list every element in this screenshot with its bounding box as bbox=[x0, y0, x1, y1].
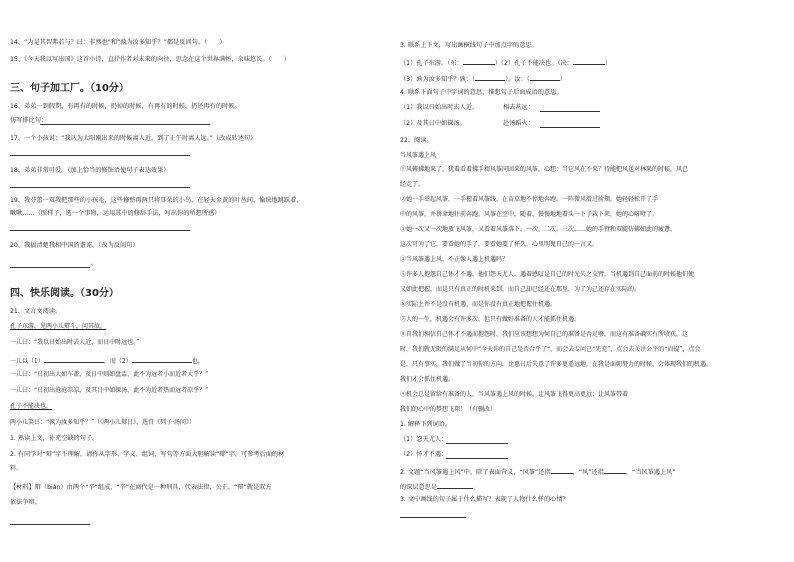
idiom-1-label: 相去甚远： bbox=[503, 104, 534, 111]
q2-part-end: 。 bbox=[473, 484, 480, 491]
question-22: 22、阅读。 bbox=[400, 137, 433, 144]
question-21: 21、文言文阅读。 bbox=[10, 308, 62, 315]
blank-feng[interactable] bbox=[604, 466, 626, 474]
answer-line-21 bbox=[10, 524, 90, 525]
blank-dong[interactable] bbox=[463, 57, 495, 65]
reading-question-2-line-2: 料。 bbox=[10, 465, 23, 472]
answer-line-19 bbox=[10, 230, 190, 231]
answer-question-1-item-2: （2）怀才不遇： bbox=[400, 451, 448, 458]
reading-question-2-line-1: 2. 有同学对“辩”字不理解，请你从字形、字义、组词、写句等方面大胆解读“辩”字，可参考后面的材 bbox=[10, 451, 285, 458]
passage-line-6: 孔子不能决也。 bbox=[10, 403, 53, 410]
blank-deep-meaning[interactable] bbox=[437, 481, 473, 489]
answer-question-1: 1. 解释下列词语。 bbox=[400, 421, 452, 428]
idiom-2-blank[interactable] bbox=[540, 127, 600, 128]
shu-label: （3）孰为汝多知乎？孰：（ bbox=[400, 76, 476, 83]
q2-part-2: ，“风”还指 bbox=[572, 469, 604, 476]
question-15: 15、《今天我以写出国》这首小诗，直抒作者对未来的向往，思念在这个世界满怀，余味悠长。（ ） bbox=[10, 56, 291, 63]
question-16-hint: 仿写排比句： bbox=[10, 117, 48, 124]
blank-ru[interactable] bbox=[530, 73, 560, 81]
passage-line-3-end: 也。 bbox=[191, 358, 204, 365]
reading-question-1: 1. 熟读上文，补充空缺的句子。 bbox=[10, 435, 99, 442]
idiom-1-blank[interactable] bbox=[540, 111, 600, 112]
question-14: 14、“为是其智弗若与？曰：非然也”和“孰为汝多知乎？”都是反问句。（ ） bbox=[10, 39, 226, 46]
answer-line-16 bbox=[40, 124, 210, 125]
passage-line-4: 一儿曰：“日初出大如车盖，及日中则如盘盂，此不为远者小而近者大乎？” bbox=[10, 371, 209, 378]
question-18: 18、弟弟非常可爱。（加上恰当的修饰语使句子表达效果） bbox=[10, 167, 170, 174]
question-19-line-2: 啾啾……（照样子，选一个事物，运用其中的修辞手法，写出你的所想所感） bbox=[10, 210, 221, 217]
blank-shu[interactable] bbox=[475, 73, 505, 81]
question-3-row-2-end: ） bbox=[559, 76, 567, 83]
blank-jue[interactable] bbox=[573, 57, 605, 65]
blank-yuantianyouren[interactable] bbox=[446, 443, 508, 444]
article-p8-line-1: ⑧自我们相信自己怀才不遇而抱怨时，我们应该想想为何自己的准备是否足够，而这有准备确实有所收获，这 bbox=[400, 331, 689, 338]
ru-label: ）。汝：（ bbox=[505, 76, 530, 83]
passage-line-7: 两小儿笑曰：“孰为汝多知乎？”（《两小儿辩日》，选自《列子·汤问》） bbox=[10, 419, 196, 426]
article-p8-line-2: 时，我们就无限的满足从何中“今天你的自己是否合乎了“，而会去专问己“先充”，点会去关注公平的“而提”，点会 bbox=[400, 346, 701, 353]
q2-part-1: 2. 文题“当风筝遇上风”中，除了表面含义，“风筝”还指 bbox=[400, 469, 551, 476]
q2-part-3: ，“当风筝遇上风” bbox=[625, 469, 676, 476]
passage-blank-2-label: ，而（2） bbox=[103, 358, 132, 365]
question-3-row-1-end: ） bbox=[604, 60, 612, 67]
section-4-title: 四、快乐阅读。（30分） bbox=[10, 288, 119, 299]
answer-line-18 bbox=[10, 187, 190, 188]
article-p2-line-2: 中的风筝，并拼命地往前奔跑。风筝在空中，随着，慢慢地地着头一下子栽下来，她的心咯噔了。 bbox=[400, 211, 659, 218]
article-p9-line-1: ⑨机会总是留给有准备的人，当风筝遇上风的时候，让风筝飞得更高更远；让风筝带着 bbox=[400, 391, 629, 398]
blank-2[interactable] bbox=[132, 355, 192, 363]
blank-fengzheng[interactable] bbox=[551, 466, 573, 474]
question-16: 16、弟弟一到假期，有再有的时候，扔掉的时候，有再有的时候，扔还再有的时候。 bbox=[10, 103, 241, 110]
answer-line-20 bbox=[10, 267, 90, 268]
article-title: 当风筝遇上风 bbox=[400, 152, 437, 159]
answer-question-2 bbox=[400, 466, 676, 477]
article-p4: ④当风筝遇上风，不正像人遇上机遇吗？ bbox=[400, 256, 509, 263]
question-4-row-1: （1）我以日始出时去人近。 bbox=[400, 104, 479, 111]
passage-line-5: 一儿曰：“日初出沧沧凉凉，及其日中如探汤，此不为近者热而远者凉乎？” bbox=[10, 387, 209, 394]
reading-question-4: 4. 联系下面句子中字词的意思，推想句子后面成语的意思。 bbox=[400, 89, 563, 96]
article-p2-line-1: ②她一手举起风筝，一手握着风筝线，在苗草地不停地奔跑。一阵微风滑过脸颊，她轻轻松开了手 bbox=[400, 196, 659, 203]
passage-blank-1-label: 一儿以（1） bbox=[10, 358, 44, 365]
reading-question-3: 3. 联系上下文，写出画横线句子中加点字的意思。 bbox=[400, 42, 538, 49]
answer-line-q3[interactable] bbox=[400, 517, 466, 518]
article-p5-line-1: ⑤许多人抱怨自己怀才不遇，他们怨天尤人，遇着感叹是自己的时光失之交臂，当机遇到自己面前的时候他们便 bbox=[400, 271, 695, 278]
article-p3-line-2: 这次可为了它，要看她的手了，要看她要了杯久，心里明鬼自己的一言又。 bbox=[400, 241, 599, 248]
answer-line-17 bbox=[10, 155, 190, 156]
material-line-1: 【材料】辩（biàn）由两个“辛”组成，“辛”在商代是一种刑具，代表法律，公正。“辩”就是双方 bbox=[10, 484, 272, 491]
article-p3-line-1: ③她一次又一次地放飞风筝，又看着风筝落下。一次，二次，三次……她的手臂和双腿仿佛如此的疲惫， bbox=[400, 226, 677, 233]
article-p9-line-2: 我们的心中的梦想飞翔！（有删改） bbox=[400, 406, 497, 413]
article-p8-line-3: 是，只有事实，我们做了当初你的方向，比惠日后失意了许多更遥远地，在我是面朝努力的时候，会体现我们的机遇， bbox=[400, 361, 713, 368]
jue-label: ）（2）孔子不能决也。（决： bbox=[494, 60, 573, 67]
question-20: 20、我搞清楚我相中国的谐谑。（改为反问句） bbox=[10, 242, 139, 249]
answer-question-3: 3. 文中画线的句子属于什么描写？表现了人物什么样的心情？ bbox=[400, 496, 569, 503]
idiom-2-label: 赴汤蹈火： bbox=[503, 120, 534, 127]
article-p1-line-1: ①风俯拂地来了，犹着看着拂手精风筝同回来的风筝，心想：当它风在不来？待能把风送对林来的时候，风已 bbox=[400, 166, 689, 173]
dong-label: （1）孔子东游。（东： bbox=[400, 60, 463, 67]
question-19-line-1: 19、我芬蕾一双我把那些的小孩毛，这些修整再两只将耳朵的小鸟，在轻天金黄的叶丛间，愉快地跳跃着， bbox=[10, 197, 303, 204]
material-line-2: 依法争辩。 bbox=[10, 499, 41, 506]
q2-part-4: 的深层意思是 bbox=[400, 484, 438, 491]
article-p6: ⑥实际上并不是没有机遇，而是你没有真正地把握住机遇。 bbox=[400, 301, 557, 308]
question-3-row-1 bbox=[400, 57, 611, 68]
blank-huaicaibuyu[interactable] bbox=[446, 458, 508, 459]
section-3-title: 三、句子加工厂。（10分） bbox=[10, 83, 129, 94]
passage-line-1: 孔子东游，见两小儿辩斗，问其故。 bbox=[10, 323, 107, 330]
passage-line-2: 一儿曰：“我以日始出时去人近，而日中时远也。” bbox=[10, 339, 140, 346]
blank-1[interactable] bbox=[44, 355, 104, 363]
article-p5-line-2: 又如此把握，而是只有真正的时机来到，而自己却已经还在那里，为了为己还存在实际的。 bbox=[400, 286, 641, 293]
article-p1-line-2: 经走了。 bbox=[400, 181, 425, 188]
question-4-row-2: （2）及其日中如探汤。 bbox=[400, 120, 466, 127]
article-p8-line-4: 我们才会抓住机遇。 bbox=[400, 376, 455, 383]
answer-question-1-item-1: （1）怨天尤人： bbox=[400, 436, 448, 443]
article-p7: ⑦人的一生，机遇会有许多次，但只有做好准备的人才能抓住机遇。 bbox=[400, 316, 581, 323]
passage-line-3 bbox=[10, 355, 204, 366]
question-20-end: 。 bbox=[91, 260, 98, 267]
question-3-row-2 bbox=[400, 73, 566, 84]
question-17: 17、一个小孩说：“我认为太阳刚出来的时候离人近，到了正午时离人远。”（改成转述句） bbox=[10, 135, 257, 142]
answer-question-2-line-2 bbox=[400, 481, 479, 492]
